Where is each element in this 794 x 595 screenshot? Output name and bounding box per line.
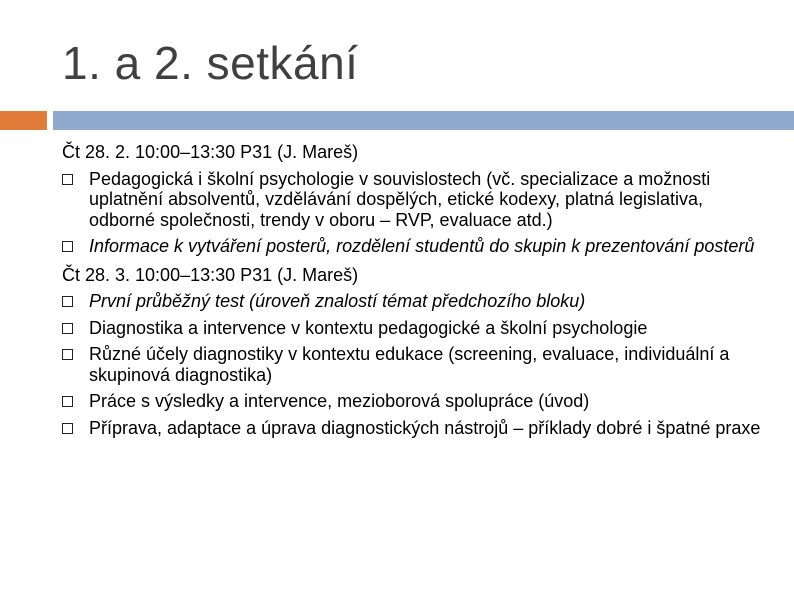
bullet-text: Práce s výsledky a intervence, mezioborová spolupráce (úvod) [89,391,590,411]
bullet-text: Příprava, adaptace a úprava diagnostických nástrojů – příklady dobré i špatné praxe [89,417,761,438]
bullet-text: První průběžný test (úroveň znalostí témat předchozího bloku) [89,291,586,311]
bullet-text: Diagnostika a intervence v kontextu pedagogické a školní psychologie [89,317,648,338]
bullet-item [62,318,762,339]
session-heading: Čt 28. 2. 10:00–13:30 P31 (J. Mareš) [62,142,359,162]
square-bullet-icon [62,423,73,434]
square-bullet-icon [62,296,73,307]
accent-bar-orange [0,111,47,130]
session-heading: Čt 28. 3. 10:00–13:30 P31 (J. Mareš) [62,264,359,285]
session-block [62,142,762,257]
slide-title: 1. a 2. setkání [62,37,359,89]
accent-bar-blue [53,111,794,130]
slide-content [62,142,762,438]
square-bullet-icon [62,396,73,407]
bullet-item [62,344,762,385]
square-bullet-icon [62,241,73,252]
square-bullet-icon [62,174,73,185]
session-block [62,265,762,439]
bullet-item [62,169,762,231]
square-bullet-icon [62,349,73,360]
square-bullet-icon [62,323,73,334]
bullet-item [62,291,762,312]
bullet-text: Různé účely diagnostiky v kontextu edukace (screening, evaluace, individuální a skupinová diagnostika) [89,344,730,385]
bullet-item [62,391,762,412]
bullet-text: Pedagogická i školní psychologie v souvislostech (vč. specializace a možnosti uplatnění absolventů, vzdělávání dospělých, etické kodexy, platná legislativa, odborné společnosti, trendy v oboru – RVP, evaluace atd.) [89,168,711,230]
bullet-text: Informace k vytváření posterů, rozdělení studentů do skupin k prezentování posterů [89,236,755,256]
bullet-item [62,418,762,439]
bullet-item [62,236,762,257]
